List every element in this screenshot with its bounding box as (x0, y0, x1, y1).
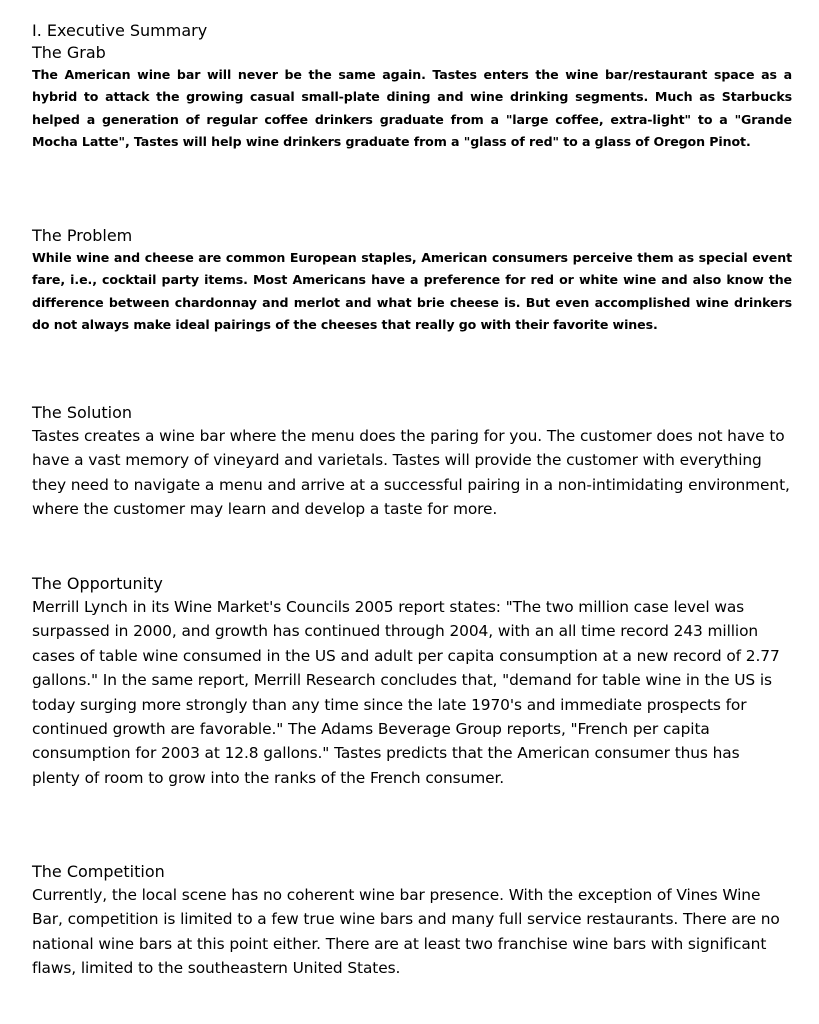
section-heading-the-grab: The Grab (32, 43, 106, 62)
section-body-the-opportunity: Merrill Lynch in its Wine Market's Councils 2005 report states: "The two million case level was surpassed in 2000, and growth has continued through 2004, with an all time record 243 million cases of table wine consumed in the US and adult per capita consumption at a new record of 2.77 gallons." In the same report, Merrill Research concludes that, "demand for table wine in the US is today surging more strongly than any time since the late 1970's and immediate prospects for continued growth are favorable." The Adams Beverage Group reports, "French per capita consumption for 2003 at 12.8 gallons." Tastes predicts that the American consumer thus has plenty of room to grow into the ranks of the French consumer. (32, 598, 780, 787)
section-body-the-competition: Currently, the local scene has no coherent wine bar presence. With the exception of Vines Wine Bar, competition is limited to a few true wine bars and many full service restaurants. There are no national wine bars at this point either. There are at least two franchise wine bars with significant flaws, limited to the southeastern United States. (32, 886, 780, 978)
section-body-the-grab: The American wine bar will never be the same again. Tastes enters the wine bar/restaurant space as a hybrid to attack the growing casual small-plate dining and wine drinking segments. Much as Starbucks helped a generation of regular coffee drinkers graduate from a "large coffee, extra-light" to a "Grande Mocha Latte", Tastes will help wine drinkers graduate from a "glass of red" to a glass of Oregon Pinot. (32, 67, 792, 150)
section-heading-the-opportunity: The Opportunity (32, 574, 163, 593)
section-heading-the-competition: The Competition (32, 862, 165, 881)
document-title: I. Executive Summary (32, 21, 208, 40)
document-page (32, 20, 792, 978)
section-heading-the-problem: The Problem (32, 226, 133, 245)
section-the-competition (32, 861, 792, 981)
section-the-problem (32, 225, 792, 337)
section-the-grab (32, 42, 792, 154)
section-body-the-solution: Tastes creates a wine bar where the menu does the paring for you. The customer does not have to have a vast memory of vineyard and varietals. Tastes will provide the customer with everything they need to navigate a menu and arrive at a successful pairing in a non-intimidating environment, where the customer may learn and develop a taste for more. (32, 427, 790, 519)
section-the-opportunity (32, 573, 792, 790)
section-heading-the-solution: The Solution (32, 403, 133, 422)
section-body-the-problem: While wine and cheese are common European staples, American consumers perceive them as special event fare, i.e., cocktail party items. Most Americans have a preference for red or white wine and also know the difference between chardonnay and merlot and what brie cheese is. But even accomplished wine drinkers do not always make ideal pairings of the cheeses that really go with their favorite wines. (32, 250, 792, 333)
section-the-solution (32, 402, 792, 522)
